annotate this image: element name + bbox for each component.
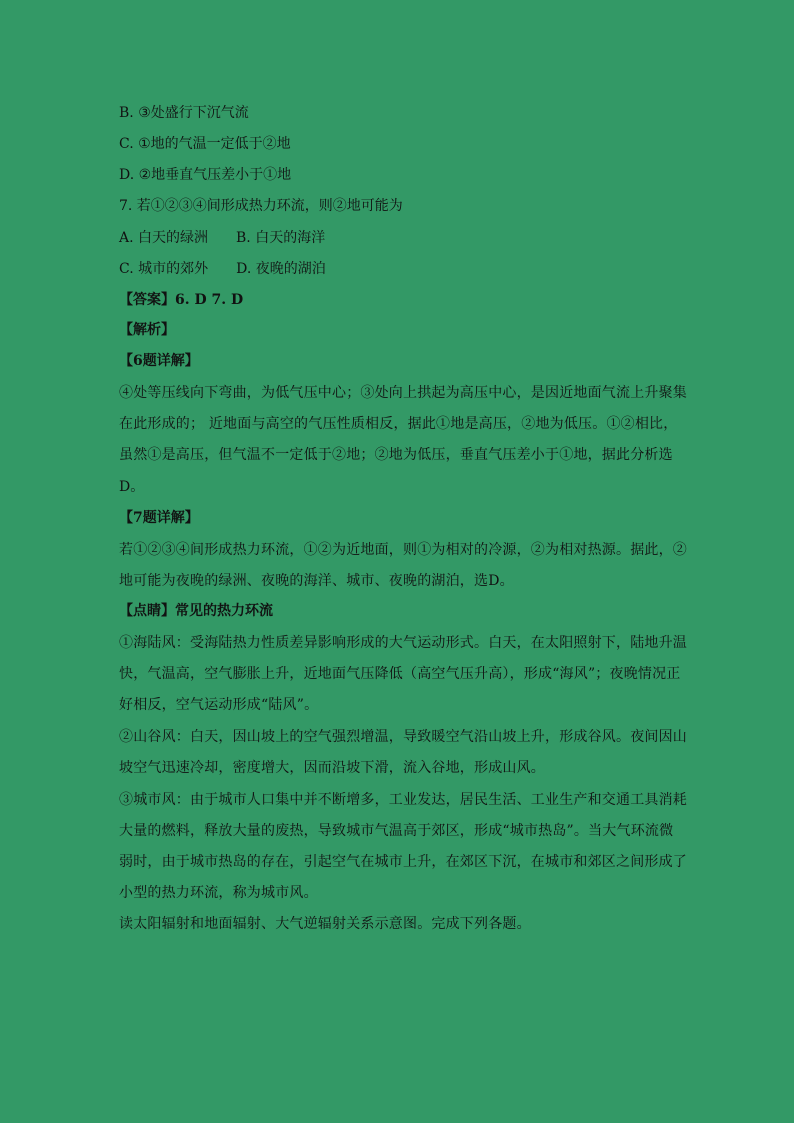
urban-wind-line-4: 小型的热力环流，称为城市风。 [119, 885, 318, 901]
urban-wind-line-3: 弱时，由于城市热岛的存在，引起空气在城市上升，在郊区下沉，在城市和郊区之间形成了 [119, 854, 687, 870]
option-d-q6: D. ②地垂直气压差小于①地 [119, 167, 292, 183]
mountain-valley-breeze-line-1: ②山谷风：白天，因山坡上的空气强烈增温，导致暖空气沿山坡上升，形成谷风。夜间因山 [119, 729, 687, 745]
analysis-heading: 【解析】 [119, 322, 175, 338]
q7-explanation-line-1: 若①②③④间形成热力环流，①②为近地面，则①为相对的冷源，②为相对热源。据此，② [119, 542, 687, 558]
urban-wind-line-2: 大量的燃料，释放大量的废热，导致城市气温高于郊区，形成“城市热岛”。当大气环流微 [119, 823, 674, 839]
q7-detail-heading: 【7题详解】 [119, 510, 199, 526]
q6-explanation-line-2: 在此形成的； 近地面与高空的气压性质相反，据此①地是高压，②地为低压。①②相比， [119, 416, 678, 432]
urban-wind-line-1: ③城市风：由于城市人口集中并不断增多，工业发达，居民生活、工业生产和交通工具消耗 [119, 792, 687, 808]
mountain-valley-breeze-line-2: 坡空气迅速冷却，密度增大，因而沿坡下滑，流入谷地，形成山风。 [119, 760, 545, 776]
key-point-heading: 【点睛】常见的热力环流 [119, 603, 273, 619]
option-c-q7: C. 城市的郊外 [119, 261, 209, 277]
q6-explanation-line-4: D。 [119, 479, 145, 495]
sea-land-breeze-line-1: ①海陆风：受海陆热力性质差异影响形成的大气运动形式。白天，在太阳照射下，陆地升温 [119, 635, 687, 651]
sea-land-breeze-line-2: 快，气温高，空气膨胀上升，近地面气压降低（高空气压升高），形成“海风”；夜晚情况正 [119, 666, 681, 682]
q6-explanation-line-3: 虽然①是高压，但气温不一定低于②地；②地为低压，垂直气压差小于①地，据此分析选 [119, 447, 673, 463]
question-7: 7. 若①②③④间形成热力环流，则②地可能为 [119, 198, 403, 214]
next-question-intro: 读太阳辐射和地面辐射、大气逆辐射关系示意图。完成下列各题。 [119, 916, 531, 932]
option-c-q6: C. ①地的气温一定低于②地 [119, 136, 291, 152]
options-row-ab-q7 [119, 228, 325, 248]
option-d-q7: D. 夜晚的湖泊 [236, 261, 326, 277]
options-row-cd-q7 [119, 259, 326, 279]
option-a-q7: A. 白天的绿洲 [119, 230, 209, 246]
option-b-q6: B. ③处盛行下沉气流 [119, 105, 249, 121]
q6-explanation-line-1: ④处等压线向下弯曲，为低气压中心；③处向上拱起为高压中心，是因近地面气流上升聚集 [119, 385, 687, 401]
answer-line: 【答案】6. D 7. D [119, 292, 244, 308]
q7-explanation-line-2: 地可能为夜晚的绿洲、夜晚的海洋、城市、夜晚的湖泊，选D。 [119, 573, 514, 589]
q6-detail-heading: 【6题详解】 [119, 353, 199, 369]
option-b-q7: B. 白天的海洋 [236, 230, 326, 246]
sea-land-breeze-line-3: 好相反，空气运动形成“陆风”。 [119, 697, 319, 713]
